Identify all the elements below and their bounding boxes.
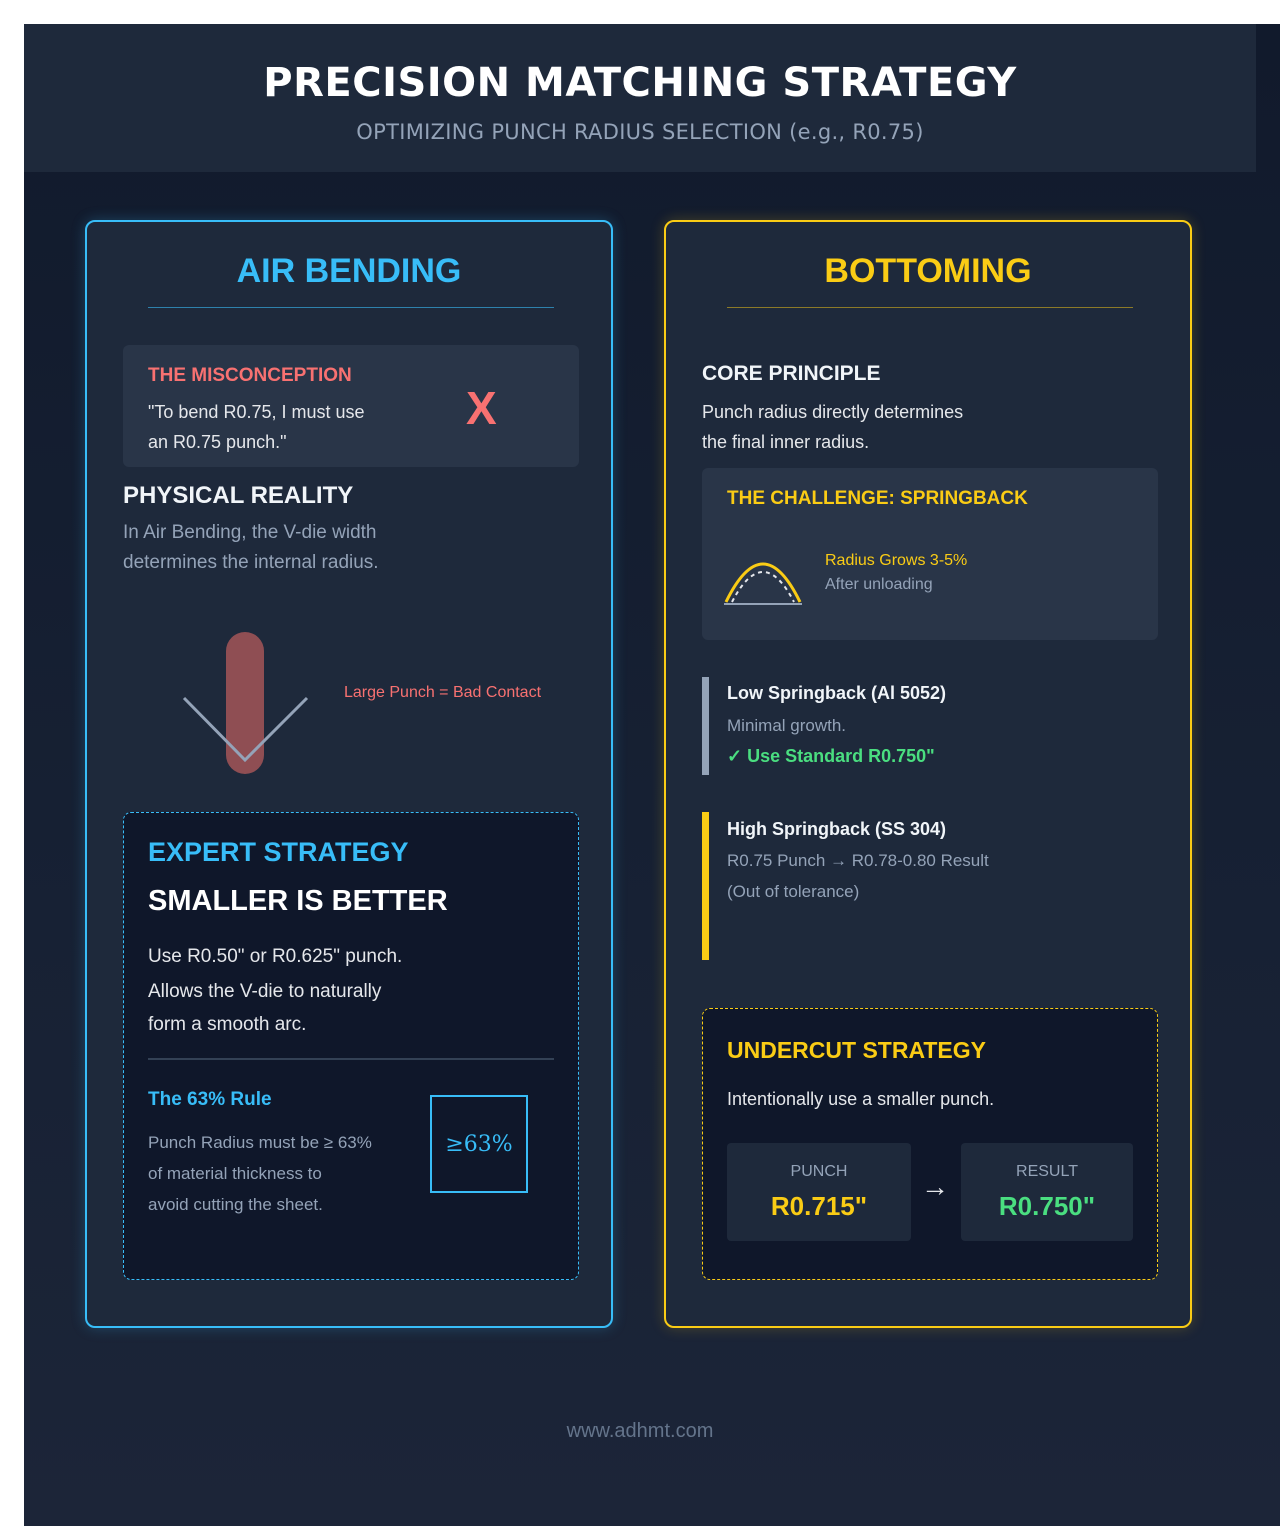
undercut-text: Intentionally use a smaller punch. [727,1089,995,1109]
rule-badge: ≥63% [430,1095,528,1193]
text-line: In Air Bending, the V-die width [123,522,377,543]
bottoming-title: BOTTOMING [824,252,1032,290]
core-text [702,397,963,457]
punch-vdie-diagram [167,622,327,792]
divider [148,1058,554,1060]
quote-line: an R0.75 punch." [148,432,287,452]
divider [727,307,1133,308]
header [24,24,1256,172]
expert-text [148,940,402,1040]
challenge-growth: Radius Grows 3-5% [825,552,968,569]
low-springback-recommendation: ✓ Use Standard R0.750" [727,746,935,766]
core-heading: CORE PRINCIPLE [702,362,881,385]
text-line: avoid cutting the sheet. [148,1195,323,1214]
bottoming-panel [664,220,1192,1328]
expert-subheading: SMALLER IS BETTER [148,885,448,917]
arc-solid [726,564,800,602]
air-bending-title: AIR BENDING [236,252,462,290]
large-punch-shape [226,632,264,774]
text-line: Punch Radius must be ≥ 63% [148,1133,372,1152]
text-line: Allows the V-die to naturally [148,981,382,1002]
punch-value: R0.715" [770,1191,868,1221]
springback-challenge-box [702,468,1158,640]
springback-arc-icon [722,552,804,608]
diagram-label: Large Punch = Bad Contact [344,684,542,701]
high-springback-bar [702,812,709,960]
low-springback-bar [702,677,709,775]
result-value: R0.750" [998,1191,1096,1221]
challenge-after: After unloading [825,576,933,593]
rule-text [148,1127,372,1220]
misconception-box [123,345,579,467]
rule-heading: The 63% Rule [148,1089,272,1110]
reality-text [123,518,379,578]
undercut-heading: UNDERCUT STRATEGY [727,1037,986,1063]
expert-strategy-box [123,812,579,1280]
page-title: PRECISION MATCHING STRATEGY [263,60,1017,106]
cross-mark-icon: X [466,382,497,434]
low-springback-heading: Low Springback (Al 5052) [727,683,947,703]
misconception-heading: THE MISCONCEPTION [148,365,352,386]
arrow-right-icon: → [921,1171,949,1202]
result-value-card [961,1143,1133,1241]
high-springback-text: R0.75 Punch → R0.78-0.80 Result [727,851,989,870]
expert-heading: EXPERT STRATEGY [148,837,409,867]
divider [148,307,554,308]
reality-heading: PHYSICAL REALITY [123,482,354,509]
punch-value-card [727,1143,911,1241]
high-springback-heading: High Springback (SS 304) [727,819,947,839]
result-label: RESULT [1016,1163,1078,1180]
undercut-strategy-box [702,1008,1158,1280]
punch-label: PUNCH [790,1163,848,1180]
text-line: of material thickness to [148,1164,322,1183]
page-subtitle: OPTIMIZING PUNCH RADIUS SELECTION (e.g., R0.75) [356,120,924,144]
text-line: form a smooth arc. [148,1014,307,1035]
infographic-canvas [24,24,1280,1526]
footer-url: www.adhmt.com [566,1420,714,1442]
high-springback-note: (Out of tolerance) [727,882,860,901]
challenge-heading: THE CHALLENGE: SPRINGBACK [727,488,1028,509]
misconception-quote [148,397,365,457]
text-line: the final inner radius. [702,432,870,452]
low-springback-text: Minimal growth. [727,716,847,735]
text-line: Use R0.50" or R0.625" punch. [148,946,403,967]
quote-line: "To bend R0.75, I must use [148,402,365,422]
text-line: Punch radius directly determines [702,402,964,422]
text-line: determines the internal radius. [123,552,379,573]
air-bending-panel [85,220,613,1328]
